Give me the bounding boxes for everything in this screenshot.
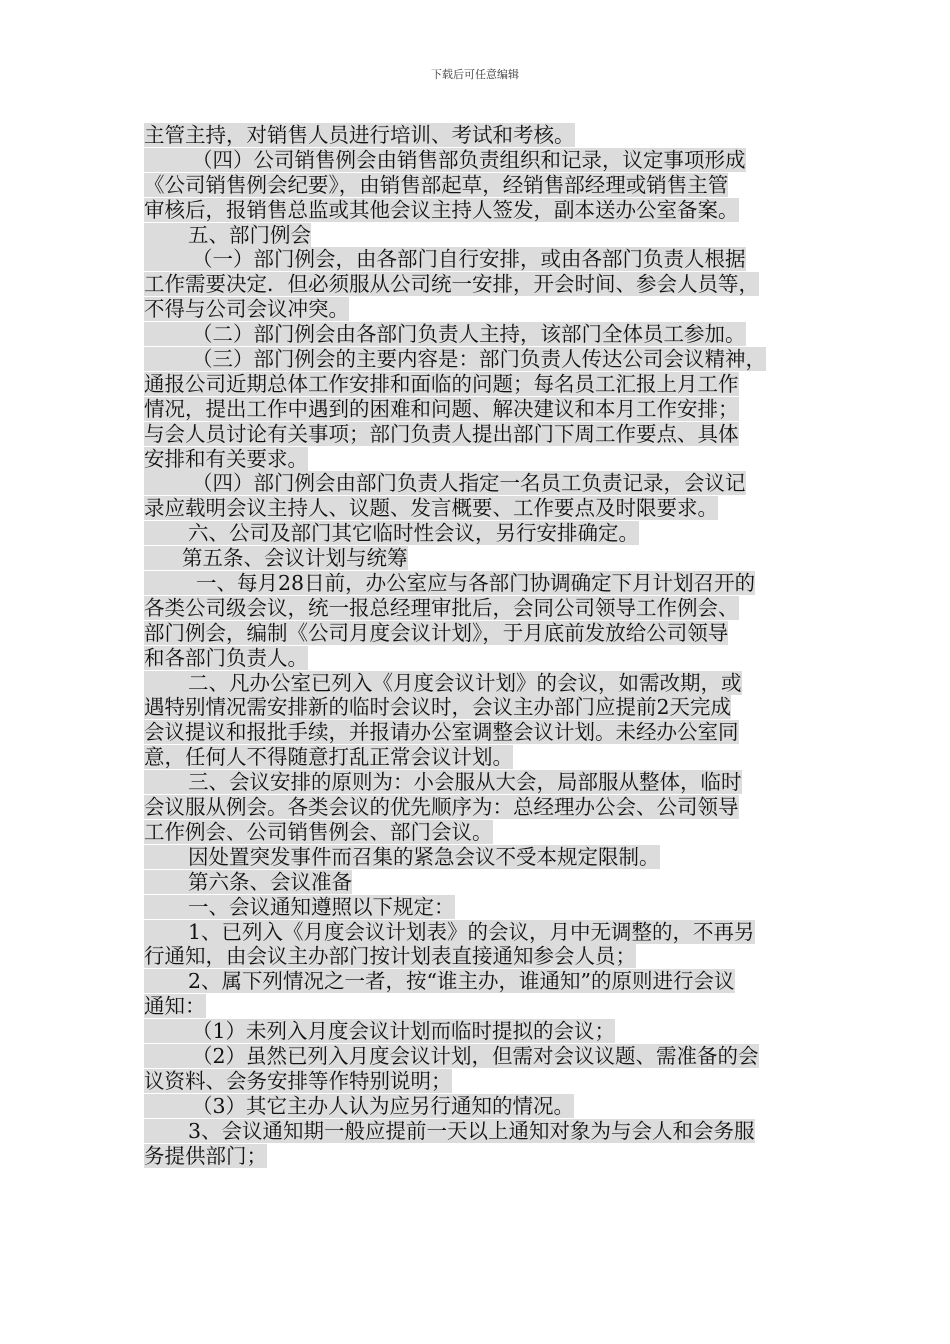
text-line	[144, 596, 814, 621]
text-line-content: （三）部门例会的主要内容是：部门负责人传达公司会议精神，	[144, 347, 766, 371]
text-line	[144, 347, 814, 372]
text-line-content: （2）虽然已列入月度会议计划，但需对会议议题、需准备的会	[144, 1044, 759, 1068]
text-line	[144, 895, 814, 920]
text-line	[144, 148, 814, 173]
text-line-content: 工作需要决定．但必须服从公司统一安排，开会时间、参会人员等，	[144, 272, 759, 297]
text-line	[144, 198, 814, 223]
text-line-content: 和各部门负责人。	[144, 645, 308, 670]
text-line-content: （3）其它主办人认为应另行通知的情况。	[144, 1094, 574, 1118]
text-line	[144, 695, 814, 720]
text-line	[144, 1044, 814, 1069]
text-line-content: 三、会议安排的原则为：小会服从大会，局部服从整体，临时	[144, 770, 742, 794]
text-line	[144, 1119, 814, 1144]
text-line	[144, 247, 814, 272]
text-line-content: 会议服从例会。各类会议的优先顺序为：总经理办公会、公司领导	[144, 795, 739, 820]
text-line	[144, 720, 814, 745]
text-line	[144, 745, 814, 770]
text-line-content: 部门例会，编制《公司月度会议计划》，于月底前发放给公司领导	[144, 620, 729, 645]
text-line-content: 五、部门例会	[144, 223, 311, 247]
text-line-content: 意，任何人不得随意打乱正常会议计划。	[144, 745, 513, 770]
text-line	[144, 496, 814, 521]
text-line-content: 通知：	[144, 994, 206, 1019]
text-line-content: 行通知，由会议主办部门按计划表直接通知参会人员；	[144, 944, 636, 969]
text-line	[144, 447, 814, 472]
text-line	[144, 1019, 814, 1044]
text-line	[144, 646, 814, 671]
document-body	[144, 123, 814, 1168]
text-line	[144, 944, 814, 969]
text-line	[144, 571, 814, 596]
text-line-content: 各类公司级会议，统一报总经理审批后，会同公司领导工作例会、	[144, 595, 739, 620]
text-line-content: 议资料、会务安排等作特别说明；	[144, 1068, 452, 1093]
text-line	[144, 546, 814, 571]
text-line	[144, 1069, 814, 1094]
text-line	[144, 845, 814, 870]
text-line-content: 会议提议和报批手续，并报请办公室调整会议计划。未经办公室同	[144, 720, 739, 745]
text-line-content: 务提供部门；	[144, 1143, 267, 1168]
page-header: 下载后可任意编辑	[431, 68, 519, 81]
text-line-content: 工作例会、公司销售例会、部门会议。	[144, 819, 493, 844]
text-line	[144, 1144, 814, 1169]
text-line-content: （四）部门例会由部门负责人指定一名员工负责记录，会议记	[144, 471, 746, 495]
text-line-content: 二、凡办公室已列入《月度会议计划》的会议，如需改期，或	[144, 671, 742, 695]
text-line	[144, 770, 814, 795]
text-line-content: 主管主持，对销售人员进行培训、考试和考核。	[144, 123, 575, 147]
text-line-content: （一）部门例会，由各部门自行安排，或由各部门负责人根据	[144, 247, 746, 271]
text-line	[144, 521, 814, 546]
text-line	[144, 1094, 814, 1119]
text-line	[144, 223, 814, 248]
text-line-content: 审核后，报销售总监或其他会议主持人签发，副本送办公室备案。	[144, 197, 739, 222]
text-line-content: （1）未列入月度会议计划而临时提拟的会议；	[144, 1019, 615, 1043]
text-line-content: 一、会议通知遵照以下规定：	[144, 895, 455, 919]
text-line-content: 第五条、会议计划与统筹	[144, 546, 408, 570]
text-line-content: 安排和有关要求。	[144, 446, 308, 471]
text-line	[144, 422, 814, 447]
text-line-content: 六、公司及部门其它临时性会议，另行安排确定。	[144, 521, 639, 545]
text-line-content: 通报公司近期总体工作安排和面临的问题；每名员工汇报上月工作	[144, 371, 739, 396]
text-line	[144, 994, 814, 1019]
text-line-content: 1、已列入《月度会议计划表》的会议，月中无调整的，不再另	[144, 920, 755, 944]
text-line	[144, 272, 814, 297]
text-line	[144, 870, 814, 895]
text-line	[144, 372, 814, 397]
text-line-content: 第六条、会议准备	[144, 870, 352, 894]
text-line	[144, 969, 814, 994]
text-line-content: 3、会议通知期一般应提前一天以上通知对象为与会人和会务服	[144, 1119, 755, 1143]
text-line	[144, 397, 814, 422]
text-line-content: 《公司销售例会纪要》，由销售部起草，经销售部经理或销售主管	[144, 172, 729, 197]
text-line-content: 因处置突发事件而召集的紧急会议不受本规定限制。	[144, 845, 660, 869]
text-line	[144, 322, 814, 347]
text-line	[144, 123, 814, 148]
text-line-content: 不得与公司会议冲突。	[144, 297, 349, 322]
text-line	[144, 297, 814, 322]
text-line	[144, 621, 814, 646]
text-line	[144, 173, 814, 198]
text-line-content: 情况，提出工作中遇到的困难和问题、解决建议和本月工作安排；	[144, 396, 739, 421]
text-line-content: 2、属下列情况之一者，按“谁主办，谁通知”的原则进行会议	[144, 969, 735, 993]
text-line-content: 录应载明会议主持人、议题、发言概要、工作要点及时限要求。	[144, 496, 718, 521]
text-line-content: （四）公司销售例会由销售部负责组织和记录，议定事项形成	[144, 148, 746, 172]
text-line	[144, 795, 814, 820]
text-line-content: 一、每月28日前，办公室应与各部门协调确定下月计划召开的	[144, 571, 755, 595]
text-line	[144, 471, 814, 496]
text-line	[144, 820, 814, 845]
text-line-content: 与会人员讨论有关事项；部门负责人提出部门下周工作要点、具体	[144, 421, 739, 446]
text-line	[144, 920, 814, 945]
text-line	[144, 671, 814, 696]
text-line-content: （二）部门例会由各部门负责人主持，该部门全体员工参加。	[144, 322, 746, 346]
text-line-content: 遇特别情况需安排新的临时会议时，会议主办部门应提前2天完成	[144, 695, 732, 720]
